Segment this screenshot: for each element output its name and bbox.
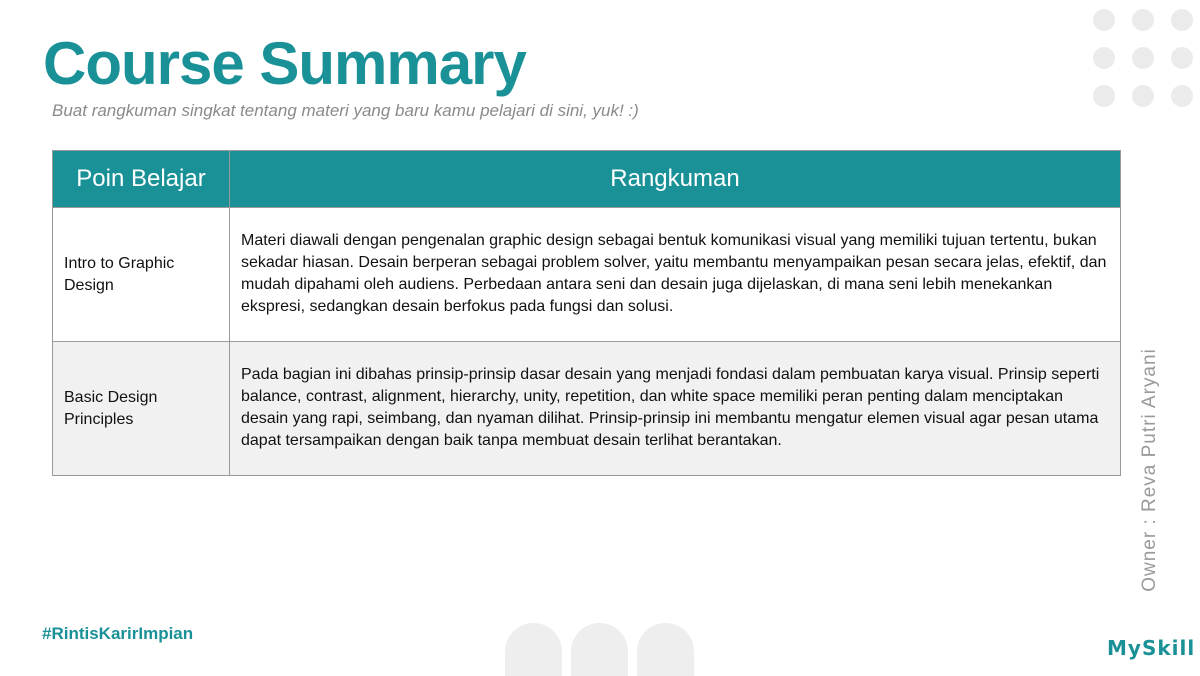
poin-belajar-cell: Basic Design Principles xyxy=(53,342,230,476)
rangkuman-cell: Materi diawali dengan pengenalan graphic design sebagai bentuk komunikasi visual yang memiliki tujuan tertentu, bukan sekadar hiasan. Desain berperan sebagai problem solver, yaitu membantu menyampaikan pesan secara jelas, efektif, dan mudah dipahami oleh audiens. Perbedaan antara seni dan desain juga dijelaskan, di mana seni lebih menekankan ekspresi, sedangkan desain berfokus pada fungsi dan solusi. xyxy=(230,208,1121,342)
table-row xyxy=(53,342,1121,476)
dot-icon xyxy=(1093,47,1115,69)
owner-label: Owner : Reva Putri Aryani xyxy=(1139,348,1160,592)
page-title: Course Summary xyxy=(43,30,526,97)
table-row xyxy=(53,208,1121,342)
dot-icon xyxy=(1132,9,1154,31)
decorative-arch-shape xyxy=(505,623,562,676)
column-header-poin-belajar: Poin Belajar xyxy=(53,151,230,208)
poin-belajar-cell: Intro to Graphic Design xyxy=(53,208,230,342)
dot-icon xyxy=(1132,85,1154,107)
dot-icon xyxy=(1093,9,1115,31)
dot-icon xyxy=(1132,47,1154,69)
column-header-rangkuman: Rangkuman xyxy=(230,151,1121,208)
decorative-arch-shape xyxy=(571,623,628,676)
rangkuman-cell: Pada bagian ini dibahas prinsip-prinsip dasar desain yang menjadi fondasi dalam pembuatan karya visual. Prinsip seperti balance, contrast, alignment, hierarchy, unity, repetition, dan white space memiliki peran penting dalam menciptakan desain yang rapi, seimbang, dan nyaman dilihat. Prinsip-prinsip ini membantu mengatur elemen visual agar pesan utama dapat tersampaikan dengan baik tanpa membuat desain terlihat berantakan. xyxy=(230,342,1121,476)
dot-icon xyxy=(1171,85,1193,107)
myskill-logo: MySkill xyxy=(1107,636,1196,660)
hashtag-label: #RintisKarirImpian xyxy=(42,624,194,643)
table-header-row xyxy=(53,151,1121,208)
dot-icon xyxy=(1171,47,1193,69)
dot-icon xyxy=(1171,9,1193,31)
page-subtitle: Buat rangkuman singkat tentang materi yang baru kamu pelajari di sini, yuk! :) xyxy=(52,101,639,120)
dot-icon xyxy=(1093,85,1115,107)
decorative-dot-grid xyxy=(1093,9,1193,109)
summary-table xyxy=(52,150,1121,476)
decorative-arch-shape xyxy=(637,623,694,676)
